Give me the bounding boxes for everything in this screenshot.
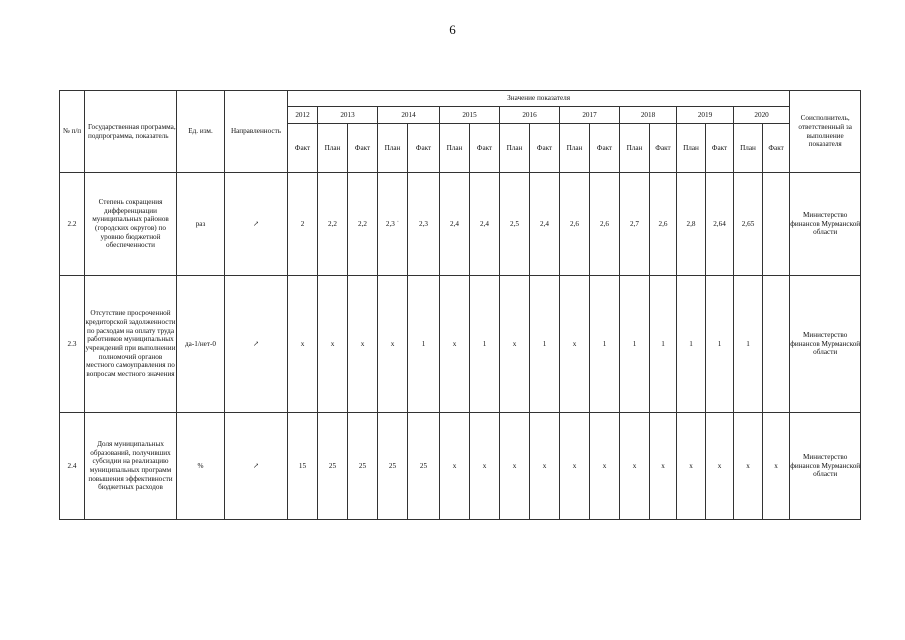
table-row — [60, 276, 861, 413]
direction-arrow-icon: ↗ — [225, 413, 288, 520]
indicator-name: Доля муниципальных образований, получивших субсидии на реализацию муниципальных программ повышения эффективности бюджетных расходов — [85, 413, 177, 520]
unit-cell: % — [177, 413, 225, 520]
value-cell: 1 — [650, 276, 677, 413]
value-cell: 1 — [677, 276, 706, 413]
header-program: Государственная программа, подпрограмма, показатель — [85, 91, 177, 173]
value-cell: 1 — [706, 276, 734, 413]
coexecutor-cell: Министерство финансов Мурманской области — [790, 413, 861, 520]
value-cell: x — [560, 413, 590, 520]
fact-header: Факт — [348, 124, 378, 173]
value-cell: 2,2 — [318, 173, 348, 276]
value-cell: 2,6 — [590, 173, 620, 276]
value-cell: 2,6 — [560, 173, 590, 276]
header-values-title: Значение показателя — [288, 91, 790, 107]
value-cell: x — [706, 413, 734, 520]
value-cell: x — [288, 276, 318, 413]
unit-cell: да-1/нет-0 — [177, 276, 225, 413]
plan-header: План — [560, 124, 590, 173]
fact-header: Факт — [408, 124, 440, 173]
header-direction: Направленность — [225, 91, 288, 173]
table-row — [60, 173, 861, 276]
value-cell: 2,4 — [530, 173, 560, 276]
row-number: 2.4 — [60, 413, 85, 520]
fact-header: Факт — [706, 124, 734, 173]
header-num: № п/п — [60, 91, 85, 173]
indicator-name: Отсутствие просроченной кредиторской задолженности по расходам на оплату труда работников муниципальных учреждений при выполнении полномочий органов местного самоуправления по вопросам местного значения — [85, 276, 177, 413]
fact-header: Факт — [288, 124, 318, 173]
coexecutor-cell: Министерство финансов Мурманской области — [790, 276, 861, 413]
value-cell — [763, 173, 790, 276]
value-cell: 2,7 — [620, 173, 650, 276]
year-header: 2014 — [378, 107, 440, 124]
plan-header: План — [677, 124, 706, 173]
header-unit: Ед. изм. — [177, 91, 225, 173]
value-cell: 1 — [408, 276, 440, 413]
year-header: 2012 — [288, 107, 318, 124]
value-cell: x — [470, 413, 500, 520]
plan-header: План — [318, 124, 348, 173]
value-cell: 2,3 — [408, 173, 440, 276]
value-cell: 25 — [378, 413, 408, 520]
value-cell: 2,4 — [440, 173, 470, 276]
fact-header: Факт — [590, 124, 620, 173]
value-cell: 1 — [470, 276, 500, 413]
value-cell: x — [440, 413, 470, 520]
year-header: 2015 — [440, 107, 500, 124]
fact-header: Факт — [470, 124, 500, 173]
value-cell: 2,64 — [706, 173, 734, 276]
value-cell: 2,6 — [650, 173, 677, 276]
year-header: 2017 — [560, 107, 620, 124]
header-coexecutor: Соисполнитель, ответственный за выполнение показателя — [790, 91, 861, 173]
value-cell: 1 — [590, 276, 620, 413]
fact-header: Факт — [650, 124, 677, 173]
value-cell: x — [500, 276, 530, 413]
plan-header: План — [440, 124, 470, 173]
plan-header: План — [500, 124, 530, 173]
value-cell: 2 — [288, 173, 318, 276]
year-header: 2019 — [677, 107, 734, 124]
value-cell: 1 — [734, 276, 763, 413]
table-row — [60, 413, 861, 520]
year-header: 2013 — [318, 107, 378, 124]
value-cell: x — [620, 413, 650, 520]
plan-header: План — [378, 124, 408, 173]
year-header: 2018 — [620, 107, 677, 124]
value-cell: 15 — [288, 413, 318, 520]
value-cell: x — [440, 276, 470, 413]
value-cell: x — [500, 413, 530, 520]
value-cell: 2,3 ˈ — [378, 173, 408, 276]
value-cell: x — [590, 413, 620, 520]
value-cell: x — [650, 413, 677, 520]
value-cell: 2,8 — [677, 173, 706, 276]
indicator-table — [59, 90, 861, 520]
coexecutor-cell: Министерство финансов Мурманской области — [790, 173, 861, 276]
direction-arrow-icon: ↗ — [225, 173, 288, 276]
value-cell: 25 — [348, 413, 378, 520]
year-header: 2016 — [500, 107, 560, 124]
value-cell: x — [348, 276, 378, 413]
value-cell: 2,4 — [470, 173, 500, 276]
value-cell: x — [378, 276, 408, 413]
page-number: 6 — [449, 22, 456, 37]
value-cell: x — [677, 413, 706, 520]
unit-cell: раз — [177, 173, 225, 276]
fact-header: Факт — [530, 124, 560, 173]
value-cell: 1 — [620, 276, 650, 413]
year-header: 2020 — [734, 107, 790, 124]
value-cell: 25 — [318, 413, 348, 520]
value-cell: x — [734, 413, 763, 520]
value-cell — [763, 276, 790, 413]
value-cell: 2,5 — [500, 173, 530, 276]
plan-header: План — [734, 124, 763, 173]
value-cell: x — [560, 276, 590, 413]
row-number: 2.3 — [60, 276, 85, 413]
value-cell: 2,65 — [734, 173, 763, 276]
value-cell: 2,2 — [348, 173, 378, 276]
fact-header: Факт — [763, 124, 790, 173]
value-cell: x — [530, 413, 560, 520]
value-cell: x — [763, 413, 790, 520]
value-cell: 1 — [530, 276, 560, 413]
direction-arrow-icon: ↗ — [225, 276, 288, 413]
value-cell: x — [318, 276, 348, 413]
plan-header: План — [620, 124, 650, 173]
value-cell: 25 — [408, 413, 440, 520]
indicator-name: Степень сокращения дифференциации муниципальных районов (городских округов) по уровню бюджетной обеспеченности — [85, 173, 177, 276]
row-number: 2.2 — [60, 173, 85, 276]
